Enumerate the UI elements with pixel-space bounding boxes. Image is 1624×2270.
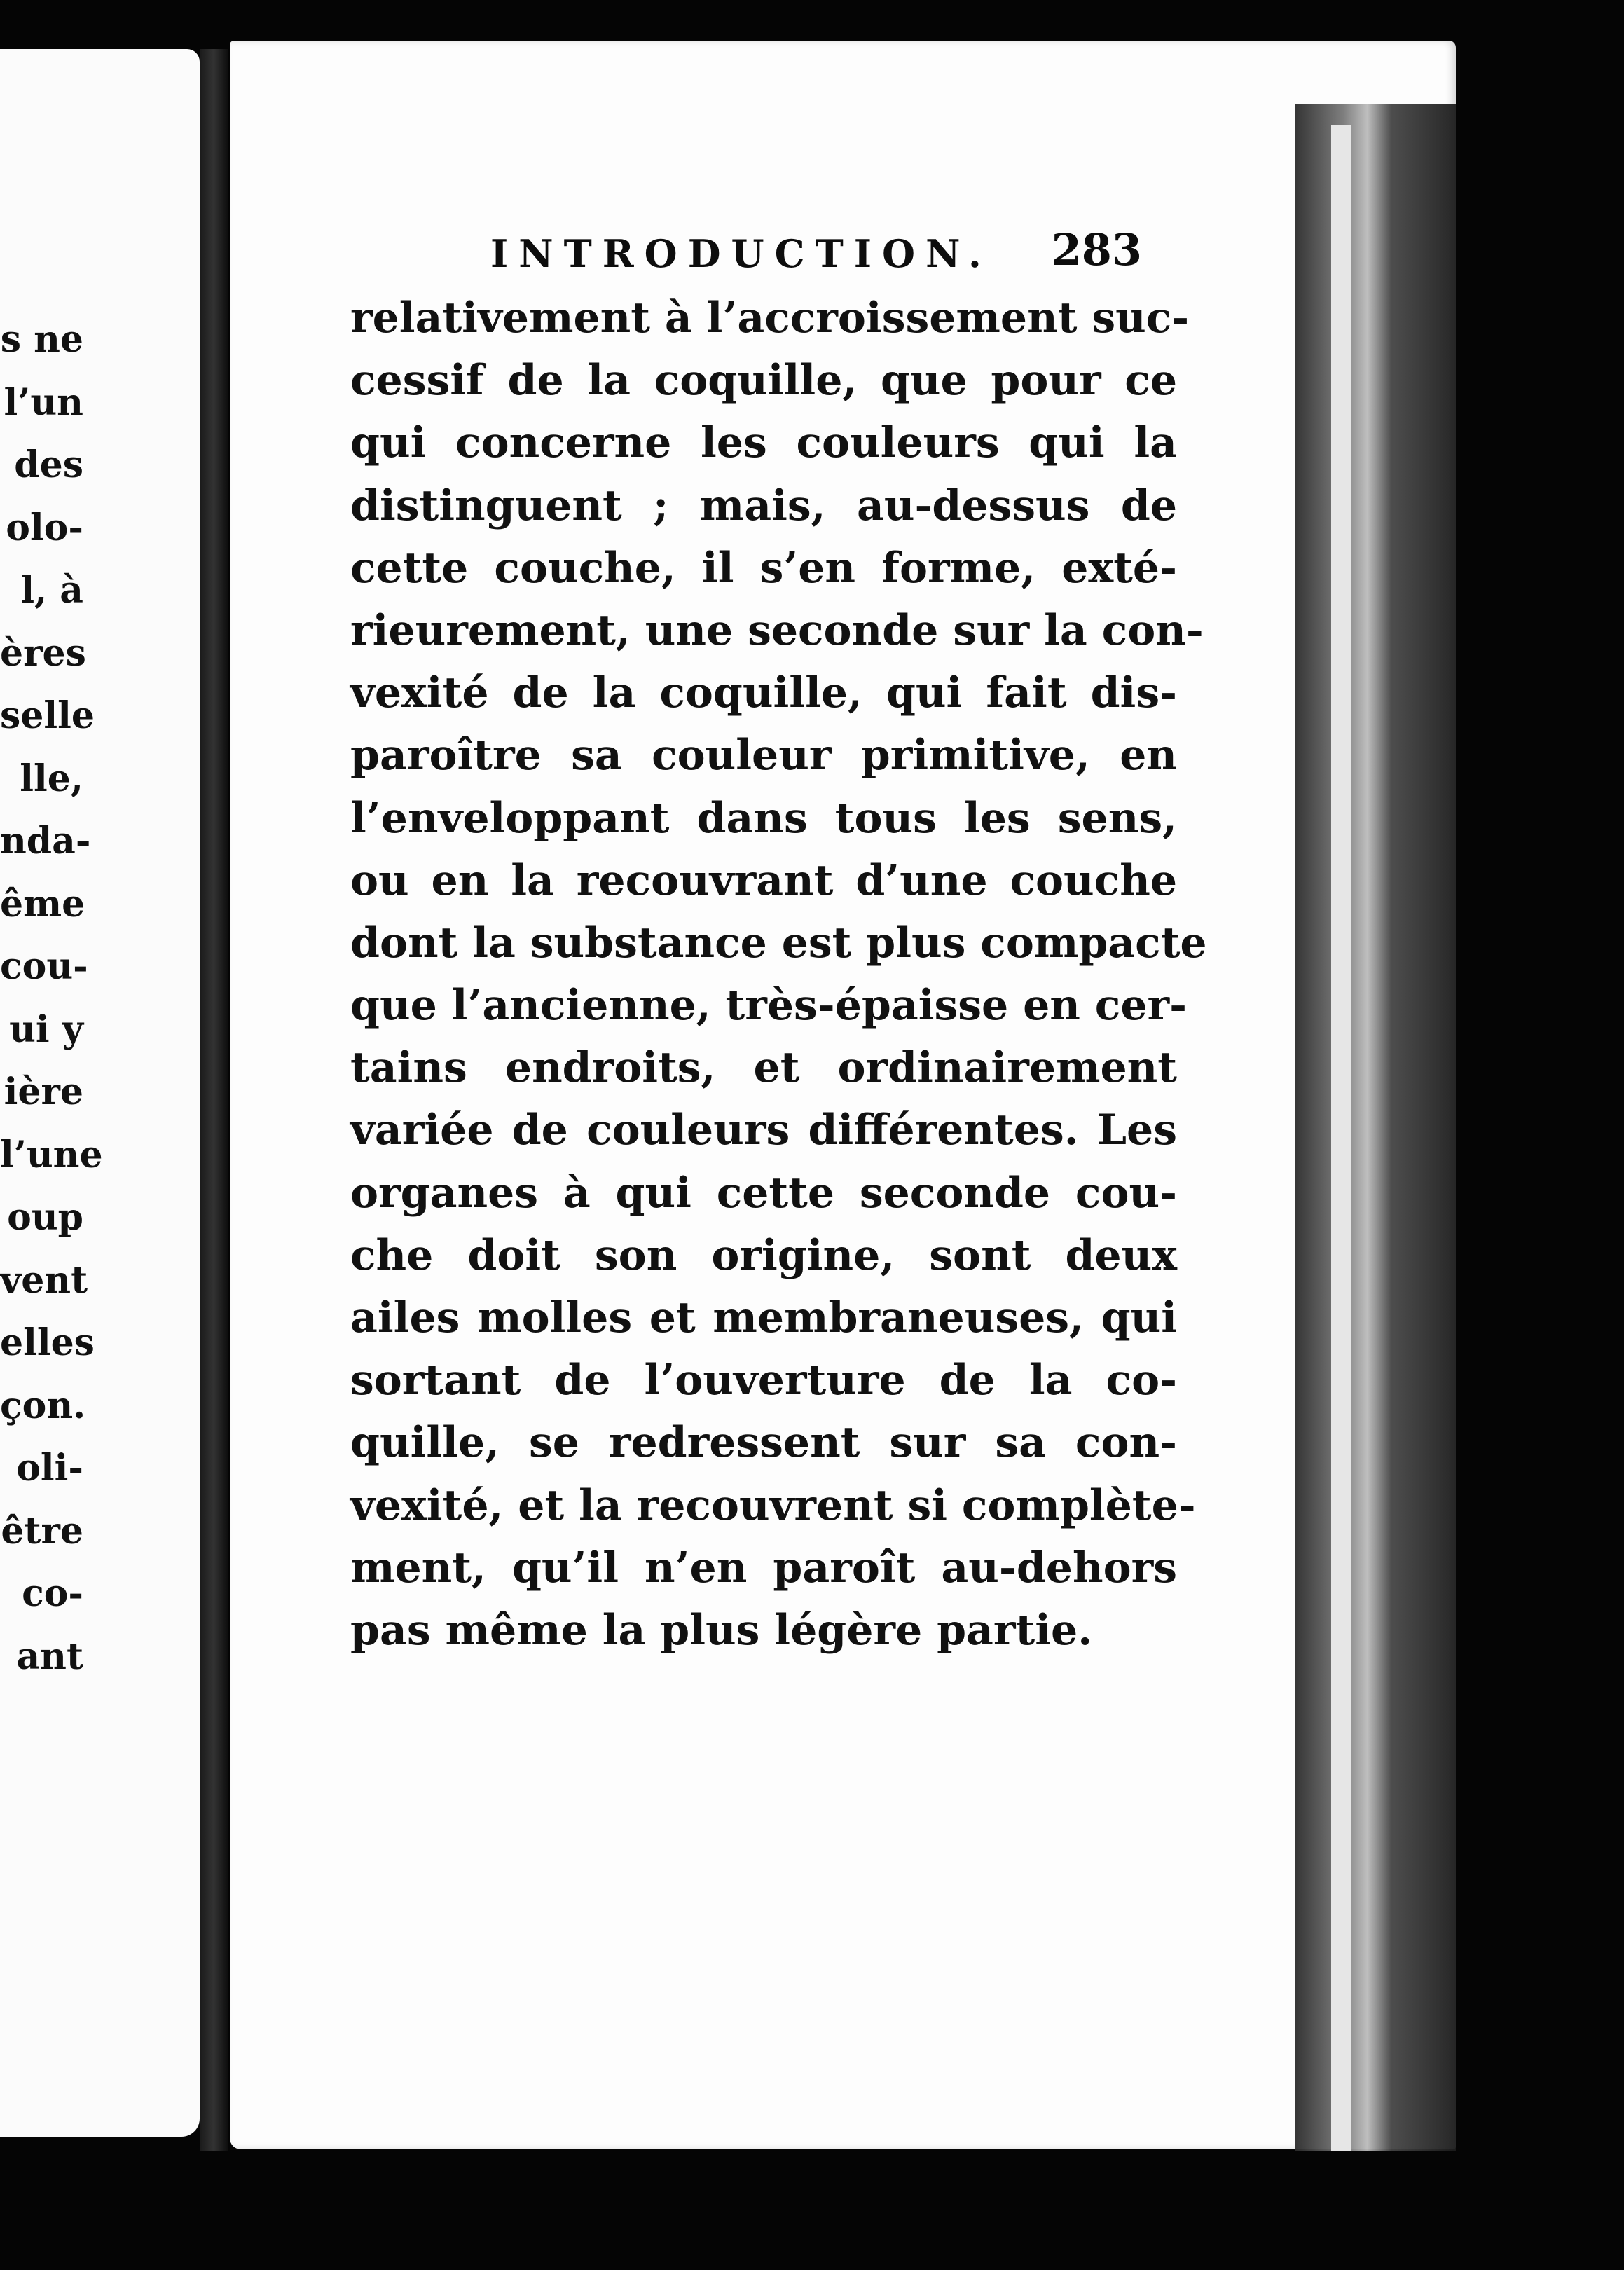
body-line: distinguent ; mais, au-dessus de bbox=[350, 481, 1177, 530]
left-line: vent bbox=[0, 1258, 88, 1302]
body-line: que l’ancienne, très-épaisse en cer- bbox=[350, 981, 1188, 1031]
running-head bbox=[490, 224, 1163, 287]
left-line: çon. bbox=[0, 1384, 86, 1427]
body-line: pas même la plus légère partie. bbox=[350, 1605, 1093, 1655]
left-line: ant bbox=[16, 1635, 83, 1678]
body-line: paroître sa couleur primitive, en bbox=[350, 731, 1177, 780]
left-line: ui y bbox=[9, 1007, 83, 1051]
left-line: olo- bbox=[6, 506, 83, 549]
body-line: sortant de l’ouverture de la co- bbox=[350, 1356, 1177, 1405]
left-line: oup bbox=[7, 1196, 83, 1239]
body-line: rieurement, une seconde sur la con- bbox=[350, 605, 1204, 655]
left-line: être bbox=[1, 1509, 83, 1553]
body-line: ment, qu’il n’en paroît au-dehors bbox=[350, 1543, 1177, 1593]
binding-gutter bbox=[200, 49, 228, 2151]
left-line: des bbox=[14, 443, 83, 486]
page-edges bbox=[1295, 104, 1456, 2178]
left-line: l, à bbox=[20, 569, 83, 612]
body-line: che doit son origine, sont deux bbox=[350, 1230, 1177, 1280]
left-facing-page bbox=[0, 49, 200, 2137]
left-line: cou- bbox=[0, 945, 88, 988]
scan-border-bottom bbox=[0, 2151, 1624, 2270]
running-title: INTRODUCTION. bbox=[490, 231, 992, 276]
body-line: qui concerne les couleurs qui la bbox=[350, 418, 1177, 468]
left-line: nda- bbox=[0, 820, 91, 862]
body-line: ou en la recouvrant d’une couche bbox=[350, 855, 1177, 905]
body-line: cessif de la coquille, que pour ce bbox=[350, 356, 1177, 406]
body-line: vexité, et la recouvrent si complète- bbox=[350, 1480, 1196, 1530]
left-line: oli- bbox=[16, 1447, 83, 1490]
left-line: ères bbox=[0, 631, 86, 675]
body-line: variée de couleurs différentes. Les bbox=[350, 1106, 1177, 1155]
left-page-text bbox=[0, 308, 200, 1688]
body-line: relativement à l’accroissement suc- bbox=[350, 294, 1190, 343]
left-line: co- bbox=[22, 1572, 83, 1615]
body-line: organes à qui cette seconde cou- bbox=[350, 1168, 1177, 1218]
left-line: ière bbox=[4, 1071, 83, 1113]
left-line: s ne bbox=[0, 318, 83, 361]
body-line: ailes molles et membraneuses, qui bbox=[350, 1293, 1177, 1342]
left-line: lle, bbox=[20, 757, 83, 800]
body-line: tains endroits, et ordinairement bbox=[350, 1043, 1177, 1093]
body-line: cette couche, il s’en forme, exté- bbox=[350, 543, 1177, 593]
page-edge-highlight bbox=[1331, 125, 1351, 2156]
left-line: l’un bbox=[4, 380, 83, 424]
left-line: l’une bbox=[0, 1133, 103, 1176]
body-line: quille, se redressent sur sa con- bbox=[350, 1418, 1177, 1468]
body-line: dont la substance est plus compacte bbox=[350, 918, 1207, 968]
body-text bbox=[350, 287, 1207, 1662]
left-line: ême bbox=[0, 882, 85, 926]
body-line: vexité de la coquille, qui fait dis- bbox=[350, 668, 1177, 718]
page-number: 283 bbox=[1051, 224, 1142, 275]
left-line: selle bbox=[0, 694, 95, 737]
left-line: elles bbox=[0, 1321, 95, 1364]
body-line: l’enveloppant dans tous les sens, bbox=[350, 793, 1177, 843]
